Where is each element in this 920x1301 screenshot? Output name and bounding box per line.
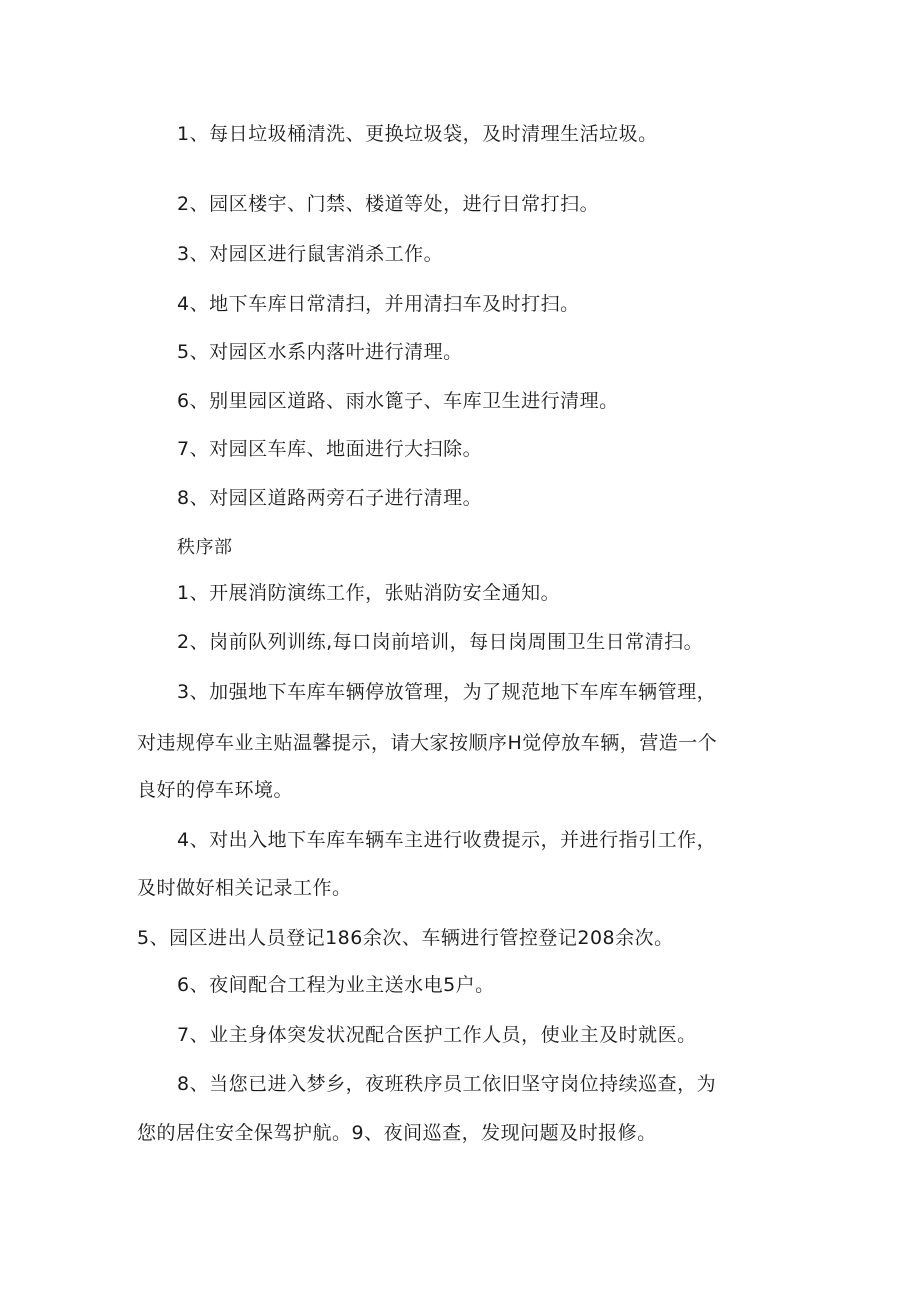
- order-item-4-line-1: 4、对出入地下车库车辆车主进行收费提示，并进行指引工作，: [177, 829, 717, 851]
- order-item-8-line-2: 您的居住安全保驾护航。9、夜间巡查，发现问题及时报修。: [137, 1122, 657, 1144]
- cleaning-item-5: 5、对园区水系内落叶进行清理。: [177, 341, 463, 363]
- cleaning-item-7: 7、对园区车库、地面进行大扫除。: [177, 438, 483, 460]
- order-item-6: 6、夜间配合工程为业主送水电5户。: [177, 974, 495, 996]
- order-item-4-line-2: 及时做好相关记录工作。: [137, 877, 352, 899]
- order-item-8-line-1: 8、当您已进入梦乡，夜班秩序员工依旧坚守岗位持续巡查，为: [177, 1073, 717, 1095]
- cleaning-item-1: 1、每日垃圾桶清洗、更换垃圾袋，及时清理生活垃圾。: [177, 123, 658, 145]
- order-item-3-line-2: 对违规停车业主贴温馨提示，请大家按顺序H觉停放车辆，营造一个: [137, 732, 718, 754]
- order-item-5: 5、园区进出人员登记186余次、车辆进行管控登记208余次。: [137, 927, 674, 949]
- order-item-2: 2、岗前队列训练,每口岗前培训，每日岗周围卫生日常清扫。: [177, 631, 704, 653]
- cleaning-item-8: 8、对园区道路两旁石子进行清理。: [177, 487, 483, 509]
- order-item-1: 1、开展消防演练工作，张贴消防安全通知。: [177, 582, 561, 604]
- cleaning-item-2: 2、园区楼宇、门禁、楼道等处，进行日常打扫。: [177, 193, 600, 215]
- cleaning-item-3: 3、对园区进行鼠害消杀工作。: [177, 243, 444, 265]
- order-item-7: 7、业主身体突发状况配合医护工作人员，使业主及时就医。: [177, 1024, 697, 1046]
- order-item-3-line-1: 3、加强地下车库车辆停放管理，为了规范地下车库车辆管理，: [177, 681, 717, 703]
- order-item-3-line-3: 良好的停车环境。: [137, 779, 294, 801]
- section-heading-order: 秩序部: [177, 537, 233, 558]
- cleaning-item-4: 4、地下车库日常清扫，并用清扫车及时打扫。: [177, 293, 580, 315]
- cleaning-item-6: 6、别里园区道路、雨水篦子、车库卫生进行清理。: [177, 390, 619, 412]
